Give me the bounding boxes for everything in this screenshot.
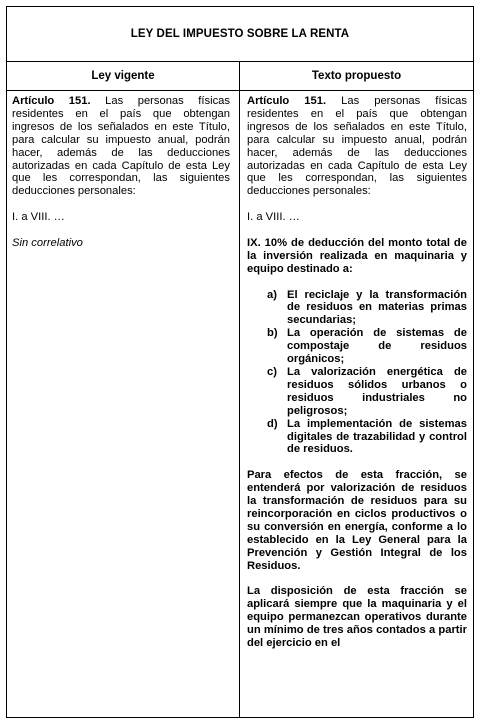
column-ley-vigente	[12, 95, 230, 250]
article-text: Las personas físicas residentes en el país que obtengan ingresos de los señalados en este Título, para calcular su impuesto anual, podrán hacer, además de las deducciones autorizadas en cada Capítulo de esta Ley que les correspondan, las siguientes deducciones personales:	[12, 95, 230, 198]
article-151-current	[12, 95, 230, 198]
item-text: La operación de sistemas de compostaje de residuos orgánicos;	[287, 327, 467, 366]
article-text: Las personas físicas residentes en el país que obtengan ingresos de los señalados en este Título, para calcular su impuesto anual, podrán hacer, además de las deducciones autorizadas en cada Capítulo de esta Ley que les correspondan, las siguientes deducciones personales:	[247, 95, 467, 198]
table-title: LEY DEL IMPUESTO SOBRE LA RENTA	[7, 7, 473, 62]
fractions-current: I. a VIII. …	[12, 211, 65, 224]
item-marker: d)	[267, 417, 278, 430]
header-texto-propuesto: Texto propuesto	[311, 70, 402, 82]
list-item	[247, 418, 467, 457]
comparison-table	[6, 6, 474, 718]
article-label: Artículo 151.	[12, 95, 91, 107]
article-151-proposed	[247, 95, 467, 198]
item-marker: c)	[267, 365, 277, 378]
column-texto-propuesto	[247, 95, 467, 650]
article-label: Artículo 151.	[247, 95, 327, 107]
item-marker: b)	[267, 327, 278, 340]
list-item	[247, 289, 467, 328]
column-divider	[239, 62, 240, 718]
item-text: El reciclaje y la transformación de residuos en materias primas secundarias;	[287, 288, 467, 327]
item-marker: a)	[267, 288, 277, 301]
fraction-ix: IX. 10% de deducción del monto total de la inversión realizada en maquinaria y equipo destinado a:	[247, 236, 467, 275]
item-text: La implementación de sistemas digitales de trazabilidad y control de residuos.	[287, 417, 467, 456]
fractions-proposed: I. a VIII. …	[247, 211, 300, 224]
paragraph-valorizacion: Para efectos de esta fracción, se entenderá por valorización de residuos la transformación de residuos para su reincorporación en ciclos productivos o su conversión en energía, conforme a lo establecido en la Ley General para la Prevención y Gestión Integral de los Residuos.	[247, 469, 467, 572]
column-headers	[7, 62, 473, 91]
header-ley-vigente: Ley vigente	[91, 70, 155, 82]
paragraph-disposicion: La disposición de esta fracción se aplicará siempre que la maquinaria y el equipo permanezcan operativos durante un mínimo de tres años contados a partir del ejercicio en el	[247, 585, 467, 649]
item-text: La valorización energética de residuos sólidos urbanos o residuos industriales no peligrosos;	[287, 365, 467, 417]
list-item	[247, 327, 467, 366]
list-item	[247, 366, 467, 418]
fraction-ix-items	[247, 289, 467, 457]
no-correlative-note: Sin correlativo	[12, 236, 83, 249]
